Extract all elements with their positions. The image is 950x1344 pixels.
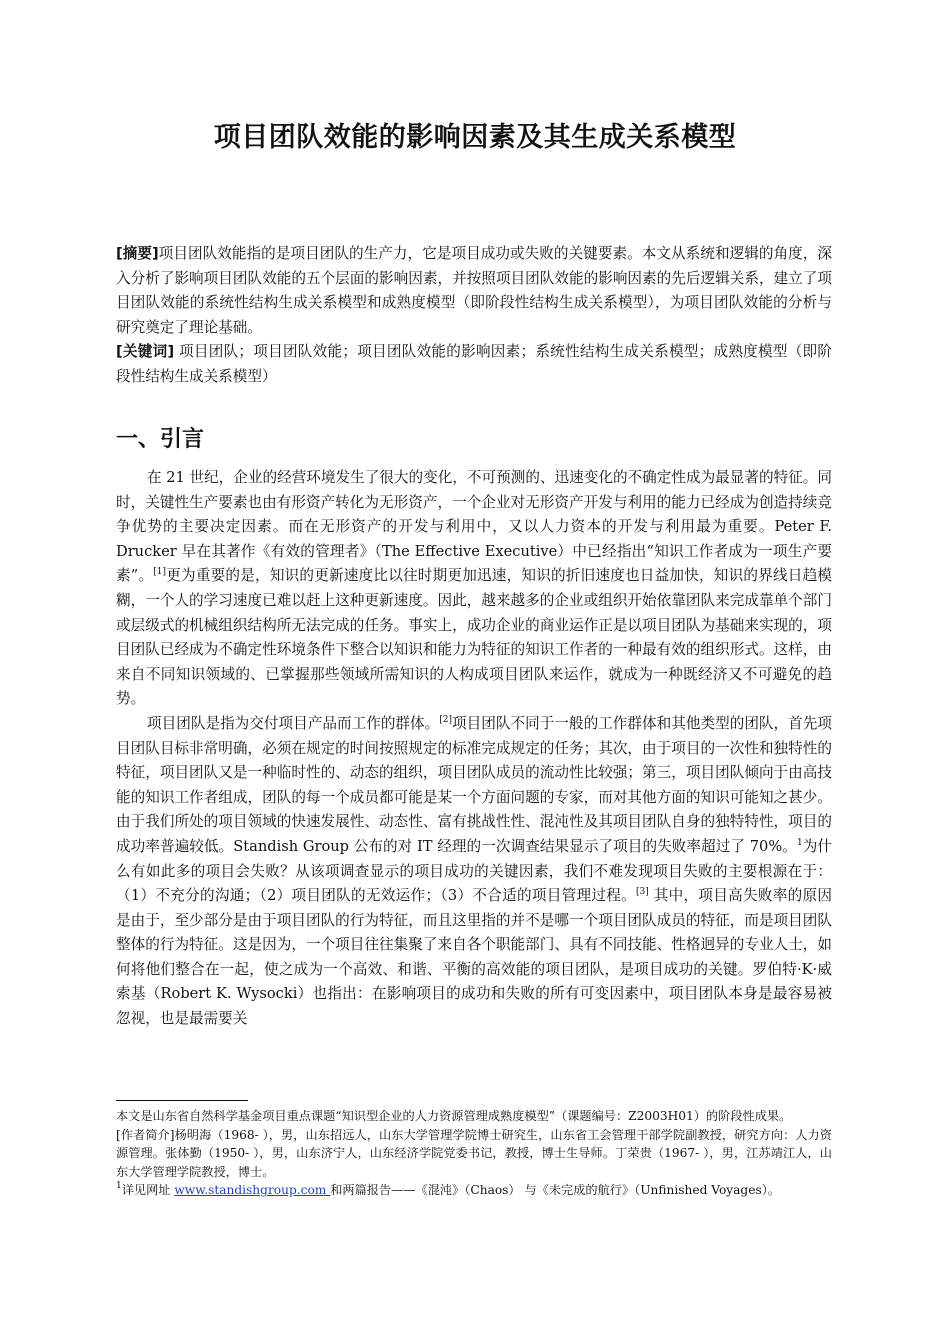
abstract-section (116, 242, 832, 390)
keywords-label: [关键词] (116, 343, 175, 361)
intro-paragraph-2 (116, 712, 832, 1032)
abstract-text: 项目团队效能指的是项目团队的生产力，它是项目成功或失败的关键要素。本文从系统和逻辑的角度，深入分析了影响项目团队效能的五个层面的影响因素，并按照项目团队效能的影响因素的先后逻辑关系，建立了项目团队效能的系统性结构生成关系模型和成熟度模型（即阶段性结构生成关系模型），为项目团队效能的分析与研究奠定了理论基础。 (116, 245, 832, 336)
intro-paragraph-1 (116, 466, 832, 712)
section-heading-introduction: 一、引言 (116, 427, 205, 452)
intro-p1-text-b: 更为重要的是，知识的更新速度比以往时期更加迅速，知识的折旧速度也日益加快，知识的界线日趋模糊，一个人的学习速度已难以赶上这种更新速度。因此，越来越多的企业或组织开始依靠团队来完成靠单个部门或层级式的机械组织结构所无法完成的任务。事实上，成功企业的商业运作正是以项目团队为基础来实现的，项目团队已经成为不确定性环境条件下整合以知识和能力为特征的知识工作者的一种最有效的组织形式。这样，由来自不同知识领域的、已掌握那些领域所需知识的人构成项目团队来运作，就成为一种既经济又不可避免的趋势。 (116, 567, 832, 708)
citation-2: [2] (439, 714, 453, 725)
abstract-paragraph (116, 242, 832, 340)
keywords-text: 项目团队；项目团队效能；项目团队效能的影响因素；系统性结构生成关系模型；成熟度模型（即阶段性结构生成关系模型） (116, 343, 832, 385)
footnote-1 (116, 1181, 832, 1200)
intro-p2-text-b: 项目团队不同于一般的工作群体和其他类型的团队，首先项目团队目标非常明确，必须在规定的时间按照规定的标准完成规定的任务；其次，由于项目的一次性和独特性的特征，项目团队又是一种临时性的、动态的组织，项目团队成员的流动性比较强；第三，项目团队倾向于由高技能的知识工作者组成，团队的每一个成员都可能是某一个方面问题的专家，而对其他方面的知识可能知之甚少。由于我们所处的项目领域的快速发展性、动态性、富有挑战性性、混沌性及其项目团队自身的独特特性，项目的成功率普遍较低。Standish Group 公布的对 IT 经理的一次调查结果显示了项目的失败率超过了 70%。 (116, 714, 832, 855)
footnote-funding: 本文是山东省自然科学基金项目重点课题“知识型企业的人力资源管理成熟度模型”（课题编号：Z2003H01）的阶段性成果。 (116, 1109, 792, 1123)
introduction-body (116, 466, 832, 1032)
citation-3: [3] (636, 887, 649, 898)
footnote-author-bio: [作者简介]杨明海（1968- ），男，山东招远人，山东大学管理学院博士研究生，山东省工会管理干部学院副教授，研究方向：人力资源管理。张体勤（1950- ），男，山东济宁人，山东经济学院党委书记，教授，博士生导师。丁荣贵（1967- ），男，江苏靖江人，山东大学管理学院教授，博士。 (116, 1127, 832, 1179)
intro-p2-text-c: 为什么有如此多的项目会失败？从该项调查显示的项目成功的关键因素，我们不难发现项目失败的主要根源在于：（1）不充分的沟通；（2）项目团队的无效运作；（3）不合适的项目管理过程。 (116, 837, 832, 905)
abstract-label: [摘要] (116, 245, 159, 262)
footnote-1-suffix: 和两篇报告——《混沌》（Chaos） 与《未完成的航行》（Unfinished Voyages）。 (330, 1183, 780, 1198)
intro-p1-text-a: 在 21 世纪，企业的经营环境发生了很大的变化，不可预测的、迅速变化的不确定性成为最显著的特征。同时，关键性生产要素也由有形资产转化为无形资产，一个企业对无形资产开发与利用的能力已经成为创造持续竞争优势的主要决定因素。而在无形资产的开发与利用中，又以人力资本的开发与利用最为重要。Peter F. Drucker 早在其著作《有效的管理者》（The Effective Executive）中已经指出“知识工作者成为一项生产要素”。 (116, 469, 832, 585)
paper-title: 项目团队效能的影响因素及其生成关系模型 (213, 122, 737, 153)
citation-1: [1] (153, 567, 167, 578)
footnote-1-prefix: 详见网址 (121, 1183, 175, 1198)
footnotes (116, 1107, 832, 1200)
intro-p2-text-d: 其中，项目高失败率的原因是由于，至少部分是由于项目团队的行为特征，而且这里指的并不是哪一个项目团队成员的特征，而是项目团队整体的行为特征。这是因为，一个项目往往集聚了来自各个职能部门、具有不同技能、性格迥异的专业人士，如何将他们整合在一起，使之成为一个高效、和谐、平衡的高效能的项目团队，是项目成功的关键。罗伯特·K·威索基（Robert K. Wysocki）也指出：在影响项目的成功和失败的所有可变因素中，项目团队本身是最容易被忽视，也是最需要关 (116, 887, 832, 1028)
footnote-ref-1: 1 (796, 837, 803, 848)
intro-p2-text-a: 项目团队是指为交付项目产品而工作的群体。 (147, 714, 440, 732)
keywords-paragraph (116, 340, 832, 389)
footnote-separator (116, 1100, 248, 1101)
standish-group-link[interactable]: www.standishgroup.com (174, 1183, 331, 1198)
footnote-1-marker: 1 (116, 1181, 122, 1192)
